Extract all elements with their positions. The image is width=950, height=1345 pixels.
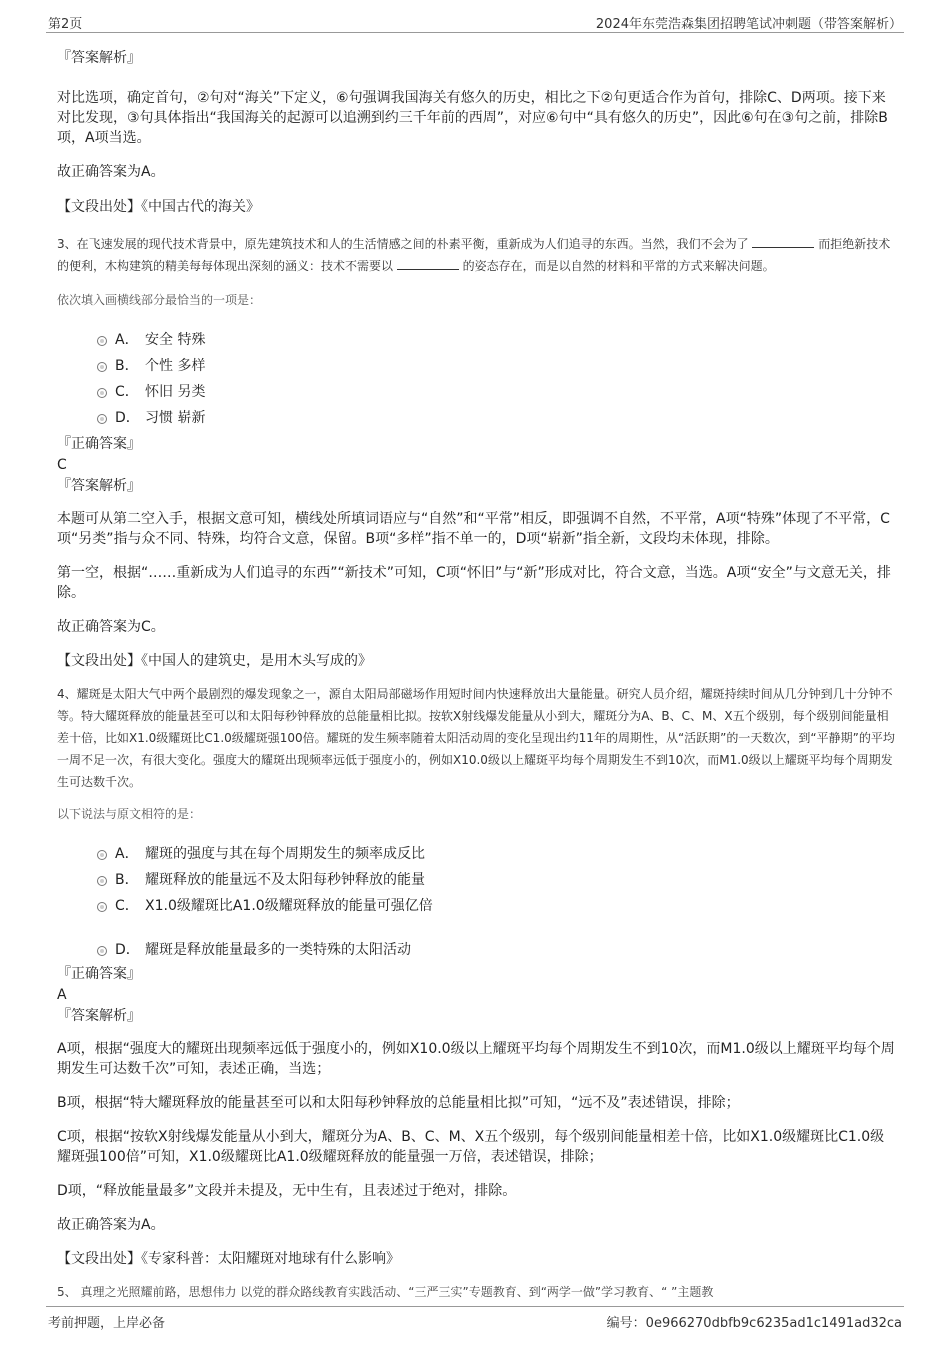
document-body [57,36,897,1299]
q4-analysis-p2: B项，根据“特大耀斑释放的能量甚至可以和太阳每秒钟释放的总能量相比拟”可知，“远不及”表述错误，排除； [57,1095,740,1111]
q3-answer-label: 『正确答案』 [57,436,141,452]
radio-icon[interactable] [97,902,107,912]
q4-option-a[interactable]: A． 耀斑的强度与其在每个周期发生的频率成反比 [57,841,897,867]
page-header [46,10,904,33]
q2-source: 【文段出处】《中国古代的海关》 [57,199,260,215]
q2-analysis-label: 『答案解析』 [57,50,141,66]
q4-analysis-p1: A项，根据“强度大的耀斑出现频率远低于强度小的，例如X10.0级以上耀斑平均每个周期发生不到10次，而M1.0级以上耀斑平均每个周期发生可达数千次”可知，表述正确，当选； [57,1041,895,1077]
q4-stem: 4、耀斑是太阳大气中两个最剧烈的爆发现象之一，源自太阳局部磁场作用短时间内快速释放出大量能量。研究人员介绍，耀斑持续时间从几分钟到几十分钟不等。特大耀斑释放的能量甚至可以和太阳每秒钟释放的总能量相比拟。按软X射线爆发能量从小到大，耀斑分为A、B、C、M、X五个级别，每个级别间能量相差十倍，比如X1.0级耀斑比C1.0级耀斑强100倍。耀斑的发生频率随着太阳活动周的变化呈现出约11年的周期性，从“活跃期”的一天数次，到“平静期”的平均一周不足一次，有很大变化。强度大的耀斑出现频率远低于强度小的，例如X10.0级以上耀斑平均每个周期发生不到10次，而M1.0级以上耀斑平均每个周期发生可达数千次。 [57,687,895,789]
q4-option-b[interactable]: B． 耀斑释放的能量远不及太阳每秒钟释放的能量 [57,867,897,893]
q4-option-c[interactable]: C． X1.0级耀斑比A1.0级耀斑释放的能量可强亿倍 [57,893,897,919]
q3-analysis-p3: 故正确答案为C。 [57,619,165,635]
footer-divider [46,1306,904,1307]
q3-option-a[interactable]: A． 安全 特殊 [57,327,897,353]
q3-option-d[interactable]: D． 习惯 崭新 [57,405,897,431]
q3-option-b[interactable]: B． 个性 多样 [57,353,897,379]
radio-icon[interactable] [97,362,107,372]
q5-cut-line: 5、 真理之光照耀前路，思想伟力 以党的群众路线教育实践活动、“三严三实”专题教育、到“两学一做”学习教育、“ ”主题教 [57,1285,714,1299]
q3-analysis-label: 『答案解析』 [57,478,141,494]
q4-analysis-p5: 故正确答案为A。 [57,1217,165,1233]
q3-stem-c: 的姿态存在，而是以自然的材料和平常的方式来解决问题。 [462,259,775,273]
q4-answer: A [57,987,67,1003]
q3-option-c[interactable]: C． 怀旧 另类 [57,379,897,405]
q3-blank-1[interactable] [752,233,814,248]
q3-source: 【文段出处】《中国人的建筑史，是用木头写成的》 [57,653,372,669]
document-id: 编号：0e966270dbfb9c6235ad1c1491ad32ca [606,1316,902,1331]
q3-answer: C [57,457,67,473]
q4-options [57,841,897,963]
radio-icon[interactable] [97,336,107,346]
q4-analysis-p3: C项，根据“按软X射线爆发能量从小到大，耀斑分为A、B、C、M、X五个级别，每个级别间能量相差十倍，比如X1.0级耀斑比C1.0级耀斑强100倍”可知，X1.0级耀斑比A1.0级耀斑释放的能量强一万倍，表述错误，排除； [57,1129,885,1165]
q3-stem-b: 而拒绝新技术的便利，木构建筑的精美每每体现出深刻的涵义：技术不需要以 [57,237,891,273]
radio-icon[interactable] [97,388,107,398]
q3-stem-a: 3、在飞速发展的现代技术背景中，原先建筑技术和人的生活情感之间的朴素平衡，重新成为人们追寻的东西。当然，我们不会为了 [57,237,749,251]
q4-prompt: 以下说法与原文相符的是： [57,807,202,821]
document-title: 2024年东莞浩森集团招聘笔试冲刺题（带答案解析） [595,17,902,32]
radio-icon[interactable] [97,850,107,860]
q3-analysis-p1: 本题可从第二空入手，根据文意可知，横线处所填词语应与“自然”和“平常”相反，即强调不自然，不平常，A项“特殊”体现了不平常，C项“另类”指与众不同、特殊，均符合文意，保留。B项“多样”指不单一的，D项“崭新”指全新，文段均未体现，排除。 [57,511,890,547]
q3-options [57,327,897,431]
q3-stem [57,233,897,277]
q4-answer-label: 『正确答案』 [57,966,141,982]
q4-option-d[interactable]: D． 耀斑是释放能量最多的一类特殊的太阳活动 [57,937,897,963]
q3-analysis-p2: 第一空，根据“……重新成为人们追寻的东西”“新技术”可知，C项“怀旧”与“新”形成对比，符合文意，当选。A项“安全”与文意无关，排除。 [57,565,891,601]
q3-blank-2[interactable] [397,255,459,270]
radio-icon[interactable] [97,414,107,424]
radio-icon[interactable] [97,946,107,956]
page-number: 第2页 [48,17,83,32]
q3-prompt: 依次填入画横线部分最恰当的一项是： [57,293,262,307]
q2-analysis-p2: 故正确答案为A。 [57,164,165,180]
q4-source: 【文段出处】《专家科普：太阳耀斑对地球有什么影响》 [57,1251,400,1267]
footer-slogan: 考前押题，上岸必备 [48,1316,166,1331]
radio-icon[interactable] [97,876,107,886]
q4-analysis-p4: D项，“释放能量最多”文段并未提及，无中生有，且表述过于绝对，排除。 [57,1183,517,1199]
q2-analysis-p1: 对比选项，确定首句，②句对“海关”下定义，⑥句强调我国海关有悠久的历史，相比之下②句更适合作为首句，排除C、D两项。接下来对比发现，③句具体指出“我国海关的起源可以追溯到约三千年前的西周”，对应⑥句中“具有悠久的历史”，因此⑥句在③句之前，排除B项，A项当选。 [57,90,888,146]
q4-analysis-label: 『答案解析』 [57,1008,141,1024]
